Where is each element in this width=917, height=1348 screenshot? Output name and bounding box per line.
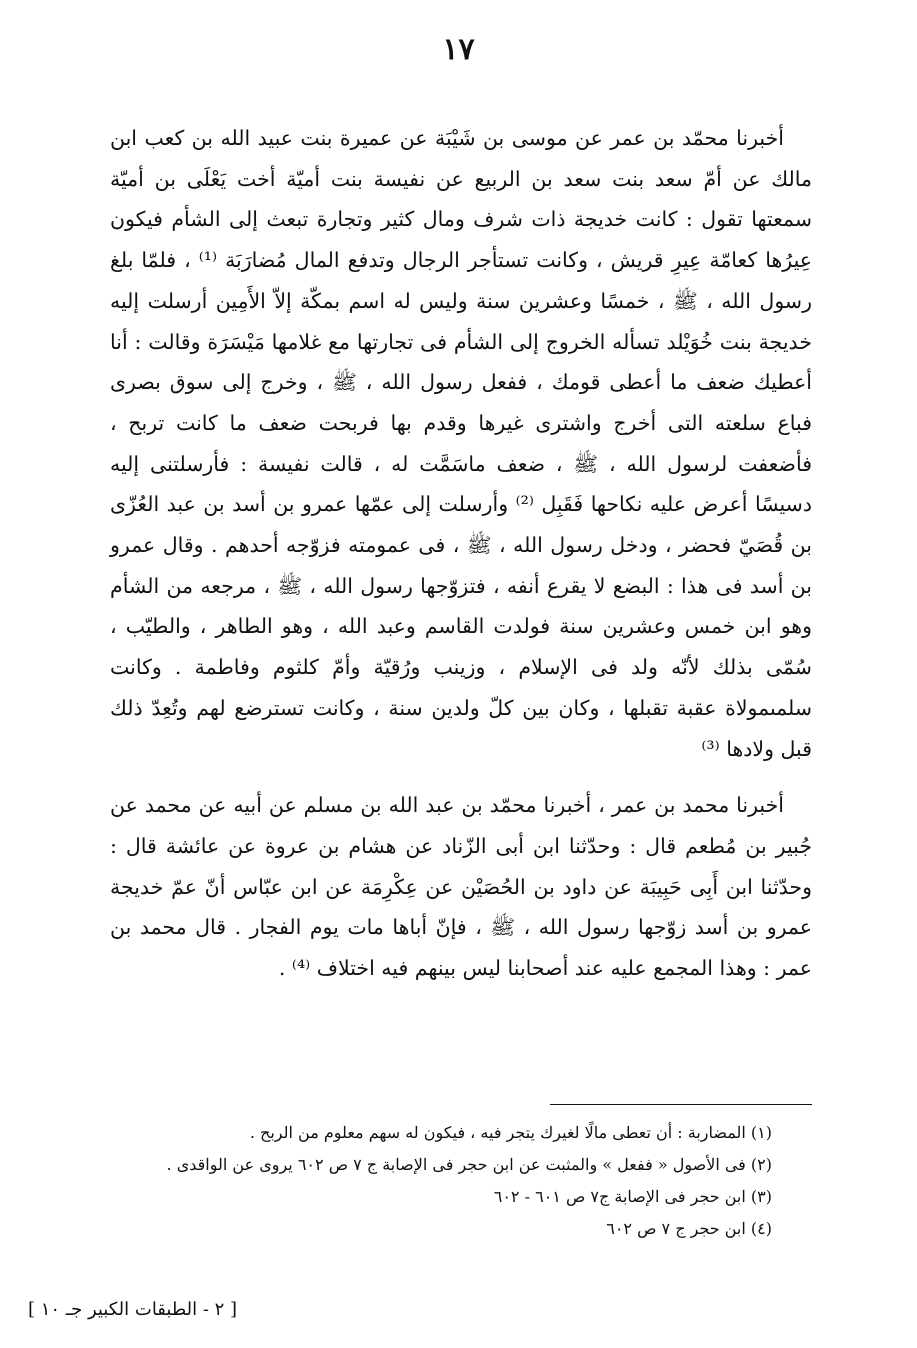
footnotes xyxy=(112,1118,772,1246)
signature-mark: [ ٢ - الطبقات الكبير جـ ١٠ ] xyxy=(28,1299,238,1320)
paragraph-gap xyxy=(110,769,812,785)
main-text xyxy=(110,118,812,989)
footnote-2: (٢) فى الأصول « ففعل » والمثبت عن ابن حجر فى الإصابة ج ٧ ص ٦٠٢ يروى عن الواقدى . xyxy=(166,1155,772,1174)
paragraph-2: أخبرنا محمد بن عمر ، أخبرنا محمّد بن عبد الله بن مسلم عن أبيه عن محمد عن جُبير بن مُطعم قال : وحدّثنا ابن أبى الزّناد عن هشام بن عروة عن عائشة قال : وحدّثنا ابن أَبِى حَبِيبَة عن داود بن الحُصَيْن عن عِكْرِمَة عن ابن عبّاس أنّ عمّ خديجة عمرو بن أسد زوّجها رسول الله ، ﷺ ، فإنّ أباها مات يوم الفجار . قال محمد بن عمر : وهذا المجمع عليه عند أصحابنا ليس بينهم فيه اختلاف ⁽⁴⁾ . xyxy=(110,793,812,981)
footnote-4: (٤) ابن حجر ج ٧ ص ٦٠٢ xyxy=(606,1219,772,1238)
footnote-1: (١) المضاربة : أن تعطى مالًا لغيرك يتجر فيه ، فيكون له سهم معلوم من الربح . xyxy=(249,1123,772,1142)
page-number: ١٧ xyxy=(442,32,475,67)
footnote-separator xyxy=(550,1104,812,1105)
paragraph-1: أخبرنا محمّد بن عمر عن موسى بن شَيْبَة عن عميرة بنت عبيد الله بن كعب ابن مالك عن أمّ سعد بنت سعد بن الربيع عن نفيسة بنت أميّة أخت يَعْلَى بن أميّة سمعتها تقول : كانت خديجة ذات شرف ومال كثير وتجارة تبعث إلى الشأم فيكون عِيرُها كعامّة عِيرِ قريش ، وكانت تستأجر الرجال وتدفع المال مُضارَبَة ⁽¹⁾ ، فلمّا بلغ رسول الله ، ﷺ ، خمسًا وعشرين سنة وليس له اسم بمكّة إلاّ الأَمِين أرسلت إليه خديجة بنت خُوَيْلد تسأله الخروج إلى الشأم فى تجارتها مع غلامها مَيْسَرَة وقالت : أنا أعطيك ضعف ما أعطى قومك ، ففعل رسول الله ، ﷺ ، وخرج إلى سوق بصرى فباع سلعته التى أخرج واشترى غيرها وقدم بها فربحت ضعف ما كانت تربح ، فأضعفت لرسول الله ، ﷺ ، ضعف ماسَمَّت له ، قالت نفيسة : فأرسلتنى إليه دسيسًا أعرض عليه نكاحها فَقَبِل ⁽²⁾ وأرسلت إلى عمّها عمرو بن أسد بن عبد العُزّى بن قُصَيّ فحضر ، ودخل رسول الله ، ﷺ ، فى عمومته فزوّجه أحدهم . وقال عمرو بن أسد فى هذا : البضع لا يقرع أنفه ، فتزوّجها رسول الله ، ﷺ ، مرجعه من الشأم وهو ابن خمس وعشرين سنة فولدت القاسم وعبد الله ، وهو الطاهر ، والطيّب ، سُمّى بذلك لأنّه ولد فى الإسلام ، وزينب ورُقيّة وأمّ كلثوم وفاطمة . وكانت سلمىمولاة عقبة تقبلها ، وكان بين كلّ ولدين سنة ، وكانت تسترضع لهم وتُعِدّ ذلك قبل ولادها ⁽³⁾ xyxy=(110,126,812,761)
footnote-3: (٣) ابن حجر فى الإصابة ج٧ ص ٦٠١ - ٦٠٢ xyxy=(493,1187,772,1206)
